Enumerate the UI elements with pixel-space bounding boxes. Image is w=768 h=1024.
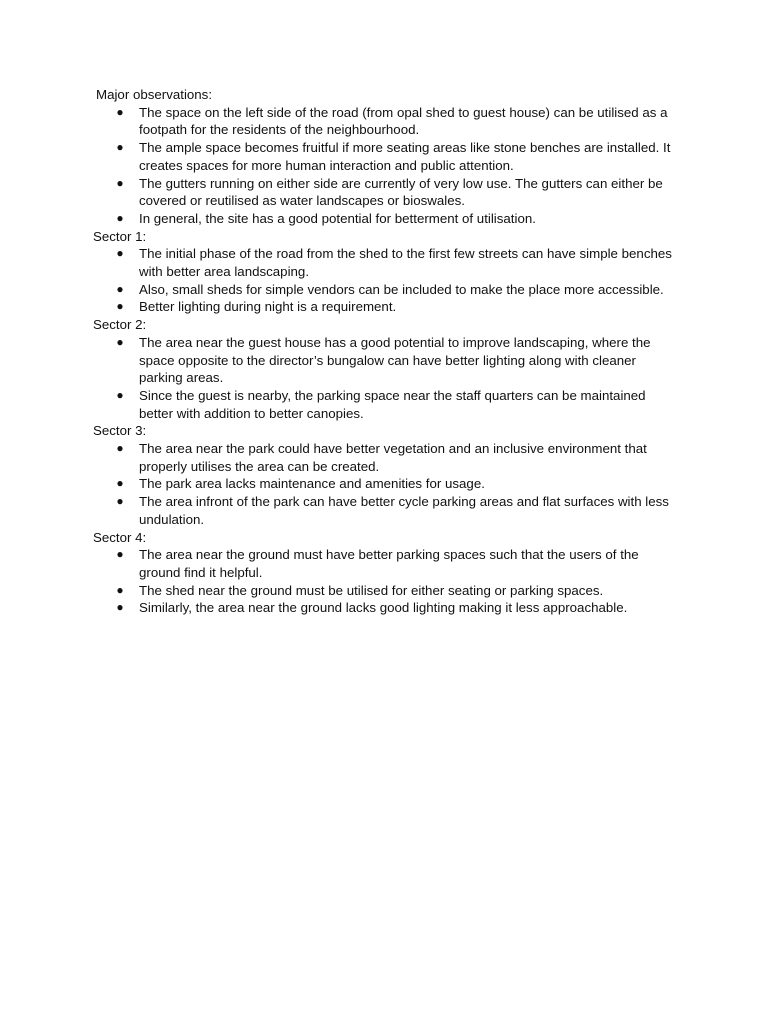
bullet-list (0, 440, 768, 529)
bullet-icon: ● (116, 246, 124, 261)
list-item-text: The initial phase of the road from the shed to the first few streets can have simple benches with better area landscaping. (139, 246, 672, 280)
list-item (0, 387, 679, 422)
list-item-text: Since the guest is nearby, the parking space near the staff quarters can be maintained better with addition to better canopies. (139, 387, 646, 421)
list-item-text: The area near the guest house has a good potential to improve landscaping, where the space opposite to the director’s bungalow can have better lighting along with cleaner parking areas. (139, 334, 651, 386)
sector-heading: Sector 4: (93, 529, 147, 545)
list-item (0, 210, 679, 228)
bullet-list (0, 334, 768, 423)
list-item-text: The ample space becomes fruitful if more seating areas like stone benches are installed. It creates spaces for more human interaction and public attention. (139, 140, 671, 173)
bullet-icon: ● (116, 140, 124, 155)
list-item-text: Similarly, the area near the ground lacks good lighting making it less approachable. (139, 600, 628, 616)
bullet-icon: ● (116, 582, 124, 597)
list-item-text: In general, the site has a good potential for betterment of utilisation. (139, 210, 536, 226)
list-item (0, 599, 679, 617)
document-body (0, 86, 768, 617)
bullet-icon: ● (116, 104, 124, 119)
list-item-text: Also, small sheds for simple vendors can be included to make the place more accessible. (139, 281, 664, 297)
bullet-icon: ● (116, 600, 124, 615)
bullet-icon: ● (116, 281, 124, 296)
list-item-text: The shed near the ground must be utilised for either seating or parking spaces. (139, 582, 604, 598)
list-item-text: The area near the park could have better vegetation and an inclusive environment that properly utilises the area can be created. (139, 441, 647, 474)
bullet-icon: ● (116, 547, 124, 562)
bullet-icon: ● (116, 441, 124, 456)
list-item-text: The area infront of the park can have better cycle parking areas and flat surfaces with less undulation. (139, 494, 669, 527)
bullet-list (0, 546, 768, 617)
bullet-list (0, 104, 768, 228)
bullet-icon: ● (116, 494, 124, 509)
list-item-text: The area near the ground must have better parking spaces such that the users of the ground find it helpful. (139, 547, 639, 580)
bullet-icon: ● (116, 334, 124, 349)
list-item (0, 175, 679, 210)
list-item-text: The park area lacks maintenance and amenities for usage. (139, 476, 485, 492)
bullet-list (0, 245, 768, 316)
bullet-icon: ● (116, 387, 124, 402)
list-item (0, 475, 679, 493)
bullet-icon: ● (116, 299, 124, 314)
list-item (0, 334, 679, 387)
list-item (0, 104, 679, 139)
list-item (0, 281, 679, 299)
list-item (0, 582, 679, 600)
list-item (0, 440, 679, 475)
bullet-icon: ● (116, 476, 124, 491)
bullet-icon: ● (116, 210, 124, 225)
list-item (0, 493, 679, 528)
sector-heading: Sector 1: (93, 228, 147, 244)
list-item-text: Better lighting during night is a requirement. (139, 299, 397, 315)
list-item (0, 546, 679, 581)
list-item (0, 298, 679, 316)
sector-heading: Sector 3: (93, 423, 147, 439)
bullet-icon: ● (116, 175, 124, 190)
list-item (0, 245, 679, 280)
sector-heading: Sector 2: (93, 317, 147, 333)
list-item (0, 139, 679, 174)
list-item-text: The gutters running on either side are currently of very low use. The gutters can either be covered or reutilised as water landscapes or bioswales. (139, 175, 663, 209)
list-item-text: The space on the left side of the road (from opal shed to guest house) can be utilised as a footpath for the residents of the neighbourhood. (139, 104, 668, 138)
observations-heading: Major observations: (96, 87, 213, 102)
